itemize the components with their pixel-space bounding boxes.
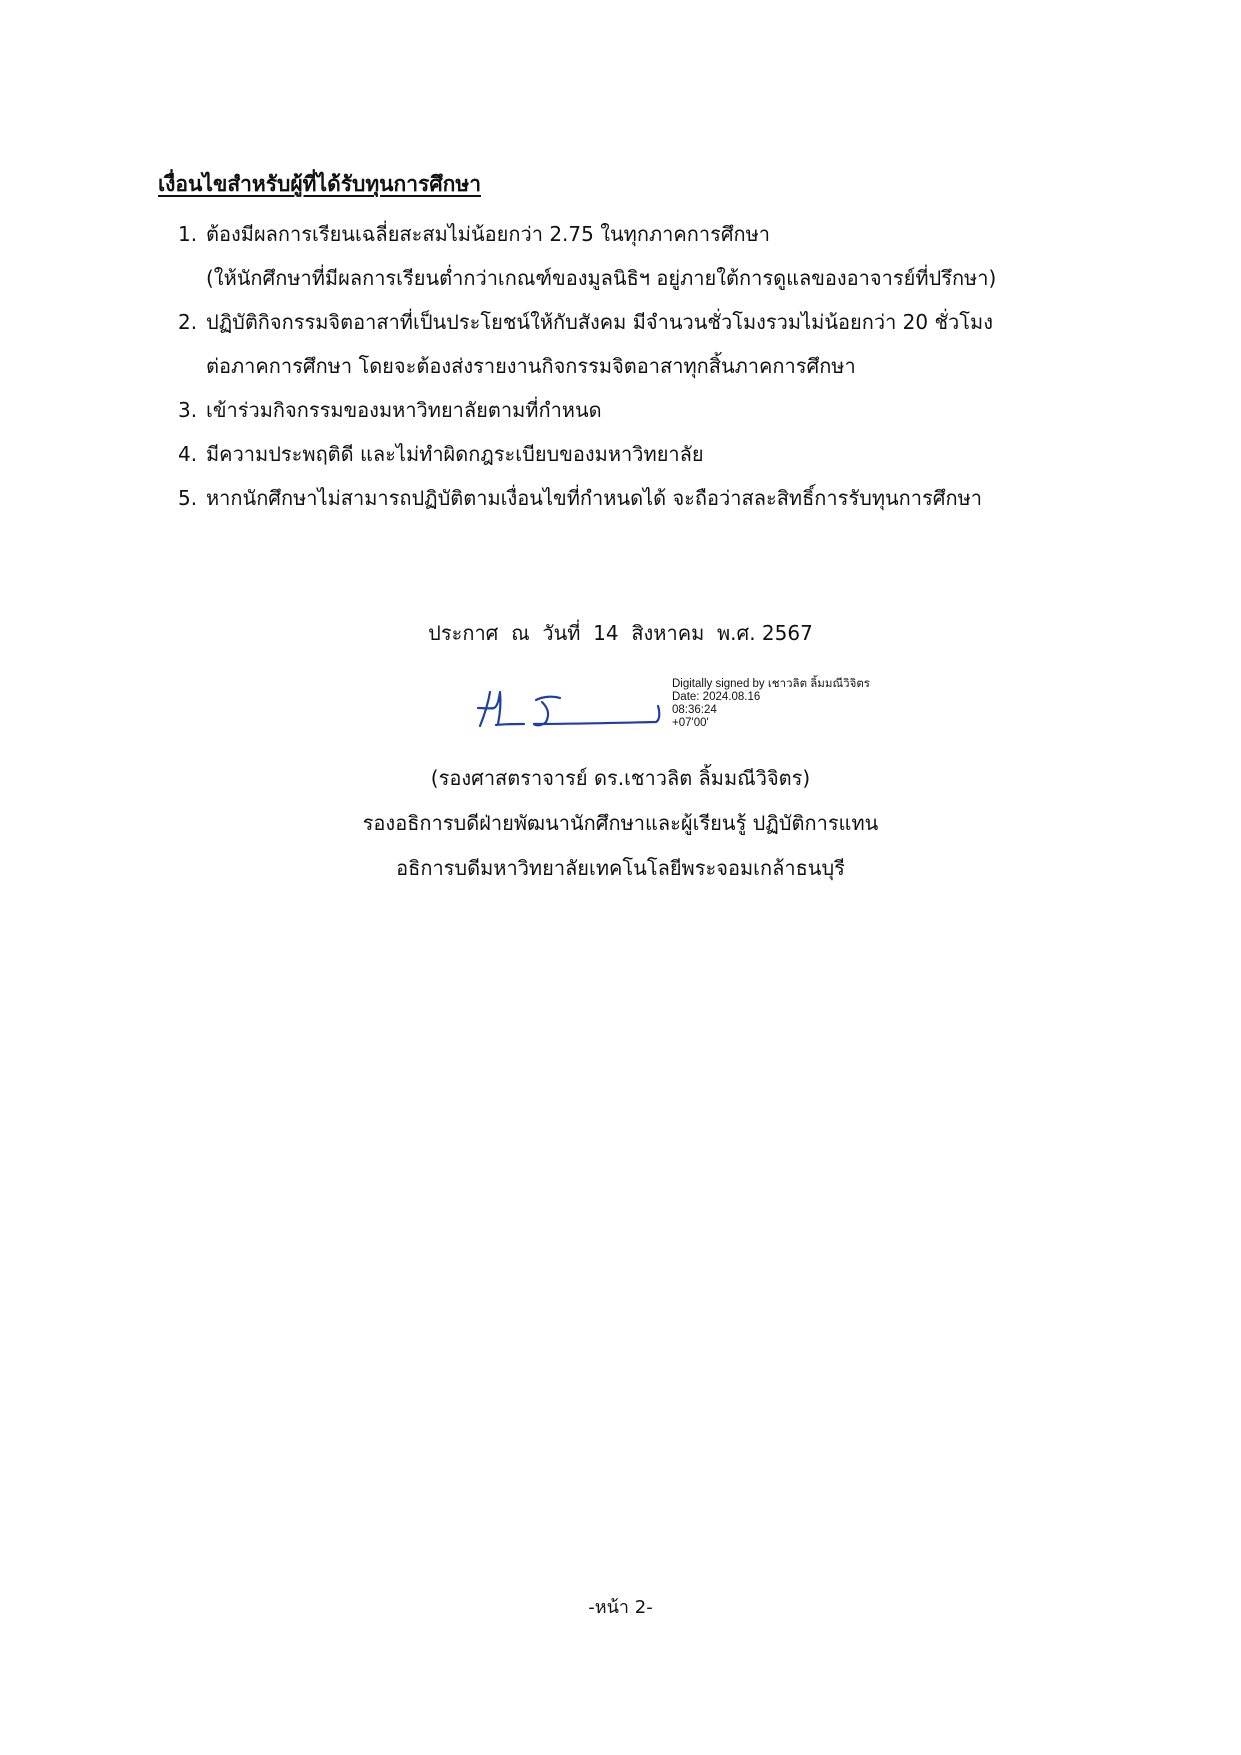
digital-signature-timezone: +07'00' [672,717,709,729]
signatory-name: (รองศาสตราจารย์ ดร.เชาวลิต ลิ้มมณีวิจิตร) [430,766,811,790]
condition-item-4 [178,432,1178,476]
condition-text: มีความประพฤติดี และไม่ทำผิดกฎระเบียบของมหาวิทยาลัย [206,442,704,466]
condition-text: หากนักศึกษาไม่สามารถปฏิบัติตามเงื่อนไขที่กำหนดได้ จะถือว่าสละสิทธิ์การรับทุนการศึกษา [206,486,982,510]
handwritten-signature [470,678,670,738]
condition-number: 3. [178,398,198,422]
condition-text: (ให้นักศึกษาที่มีผลการเรียนต่ำกว่าเกณฑ์ของมูลนิธิฯ อยู่ภายใต้การดูแลของอาจารย์ที่ปรึกษา) [206,266,997,290]
signatory-organization: อธิการบดีมหาวิทยาลัยเทคโนโลยีพระจอมเกล้าธนบุรี [396,856,845,880]
condition-text: ต่อภาคการศึกษา โดยจะต้องส่งรายงานกิจกรรมจิตอาสาทุกสิ้นภาคการศึกษา [206,354,856,378]
condition-item-3 [178,388,1178,432]
condition-number: 5. [178,486,198,510]
conditions-heading: เงื่อนไขสำหรับผู้ที่ได้รับทุนการศึกษา [158,172,481,196]
signature-block [470,678,890,738]
condition-text: เข้าร่วมกิจกรรมของมหาวิทยาลัยตามที่กำหนด [206,398,602,422]
condition-text: ปฏิบัติกิจกรรมจิตอาสาที่เป็นประโยชน์ให้กับสังคม มีจำนวนชั่วโมงรวมไม่น้อยกว่า 20 ชั่วโมง [206,310,993,334]
page-number: -หน้า 2- [588,1597,653,1618]
digital-signature-time: 08:36:24 [672,704,717,716]
signatory-position: รองอธิการบดีฝ่ายพัฒนานักศึกษาและผู้เรียนรู้ ปฏิบัติการแทน [362,811,879,835]
digital-signature-info [672,678,870,730]
digital-signature-signer: Digitally signed by เชาวลิต ลิ้มมณีวิจิตร [672,678,870,690]
condition-number: 4. [178,442,198,466]
conditions-list [178,212,1178,520]
condition-item-2 [178,300,1178,388]
condition-number: 1. [178,222,198,246]
announcement-date: ประกาศ ณ วันที่ 14 สิงหาคม พ.ศ. 2567 [428,621,813,645]
condition-number: 2. [178,310,198,334]
condition-item-5 [178,476,1178,520]
condition-text: ต้องมีผลการเรียนเฉลี่ยสะสมไม่น้อยกว่า 2.75 ในทุกภาคการศึกษา [206,222,771,246]
condition-item-1 [178,212,1178,300]
digital-signature-date: Date: 2024.08.16 [672,691,761,703]
